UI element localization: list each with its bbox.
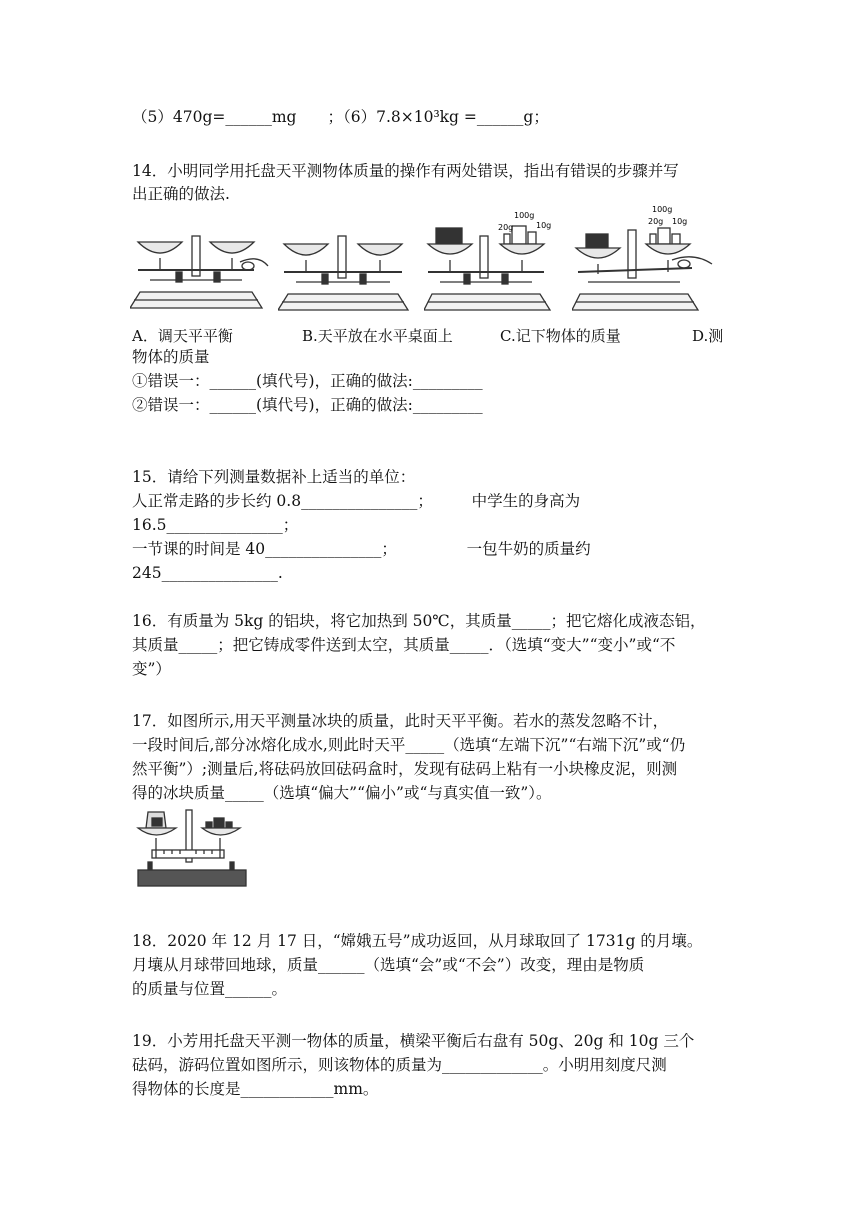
q16-line-3: 变”）	[132, 660, 171, 678]
weight-label-c-2: 20g	[498, 223, 514, 232]
q14-line-2: 出正确的做法.	[132, 185, 230, 203]
q15-line-3: 16.5_______________；	[132, 516, 299, 534]
q17-line-4: 得的冰块质量_____（选填“偏大”“偏小”或“与真实值一致”）。	[132, 784, 552, 802]
balance-figure-d	[572, 204, 714, 322]
q16-line-1: 16．有质量为 5kg 的铝块，将它加热到 50℃，其质量_____；把它熔化成液态铝，	[132, 612, 706, 630]
caption-b: B.天平放在水平桌面上	[302, 327, 453, 345]
caption-d: D.测	[692, 327, 724, 345]
q18-line-2: 月壤从月球带回地球，质量______（选填“会”或“不会”）改变，理由是物质	[132, 956, 645, 974]
q18-line-1: 18．2020 年 12 月 17 日，“嫦娥五号”成功返回，从月球取回了 1731g 的月壤。	[132, 932, 703, 950]
q15-line-4: 一节课的时间是 40_______________； 一包牛奶的质量约	[132, 540, 591, 558]
balance-figure-a	[130, 222, 270, 322]
q19-line-3: 得物体的长度是____________mm。	[132, 1080, 379, 1098]
weight-label-c-1: 100g	[514, 211, 535, 220]
q14-line-1: 14．小明同学用托盘天平测物体质量的操作有两处错误，指出有错误的步骤并写	[132, 162, 679, 180]
q18-line-3: 的质量与位置______。	[132, 980, 288, 998]
caption-c: C.记下物体的质量	[500, 327, 621, 345]
q19-line-2: 砝码，游码位置如图所示，则该物体的质量为_____________。小明用刻度尺测	[132, 1056, 667, 1074]
q17-line-1: 17．如图所示,用天平测量冰块的质量，此时天平平衡。若水的蒸发忽略不计，	[132, 712, 669, 730]
q17-line-3: 然平衡”）;测量后,将砝码放回砝码盒时，发现有砝码上粘有一小块橡皮泥，则测	[132, 760, 678, 778]
weight-label-d-1: 100g	[652, 205, 673, 214]
q15-line-2: 人正常走路的步长约 0.8_______________； 中学生的身高为	[132, 492, 581, 510]
q16-line-2: 其质量_____；把它铸成零件送到太空，其质量_____．（选填“变大”“变小”或“不	[132, 636, 676, 654]
ice-balance-figure	[134, 806, 252, 894]
q15-line-1: 15．请给下列测量数据补上适当的单位：	[132, 468, 416, 486]
caption-a: A．调天平平衡	[132, 327, 233, 345]
weight-label-d-2: 20g	[648, 217, 664, 226]
q19-line-1: 19．小芳用托盘天平测一物体的质量，横梁平衡后右盘有 50g、20g 和 10g 三个	[132, 1032, 695, 1050]
weight-label-d-3: 10g	[672, 217, 688, 226]
balance-figure-b	[278, 222, 418, 322]
q17-line-2: 一段时间后,部分冰熔化成水,则此时天平_____（选填“左端下沉”“右端下沉”或“仍	[132, 736, 686, 754]
q14-line-3: 物体的质量	[132, 348, 210, 366]
q13-tail-line: （5）470g=______mg ；（6）7.8×10³kg =______g；	[132, 108, 549, 126]
q14-error-2: ②错误一：______(填代号)，正确的做法:_________	[132, 396, 483, 414]
balance-figure-c	[424, 206, 564, 322]
weight-label-c-3: 10g	[536, 221, 552, 230]
q15-line-5: 245_______________.	[132, 564, 283, 582]
q14-error-1: ①错误一：______(填代号)，正确的做法:_________	[132, 372, 483, 390]
